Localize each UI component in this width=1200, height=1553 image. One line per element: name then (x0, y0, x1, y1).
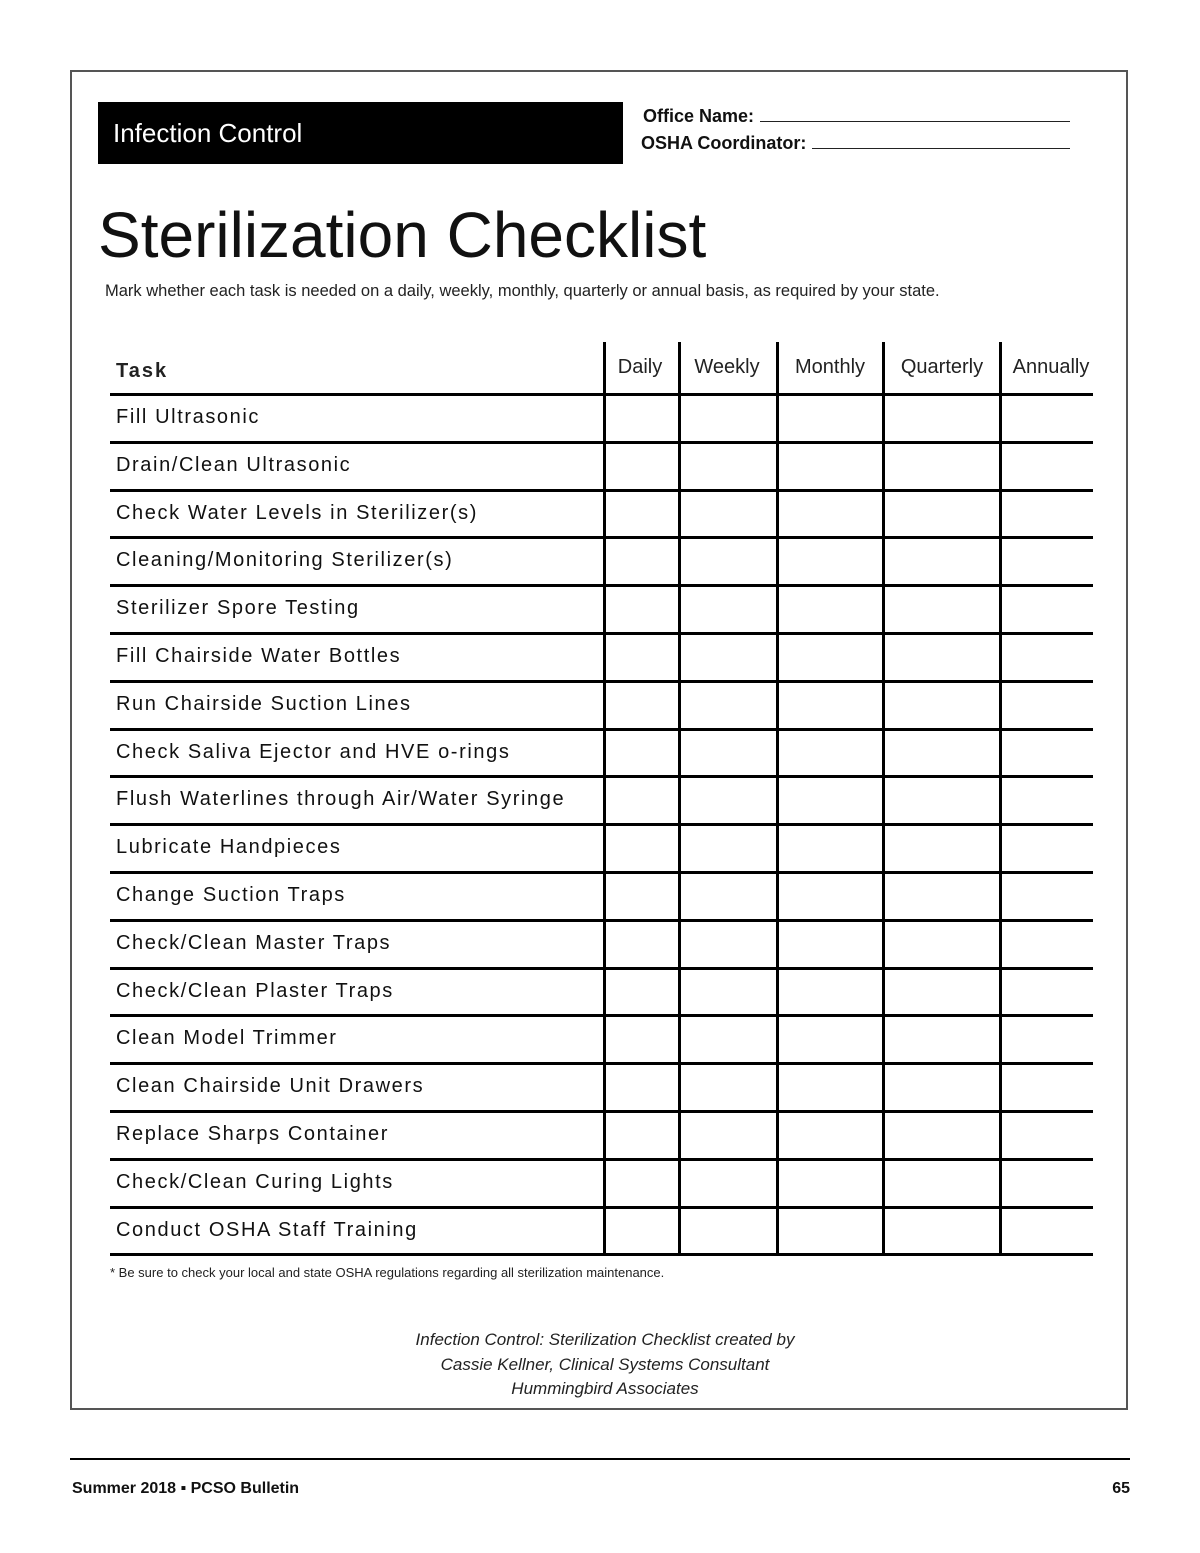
check-cell-monthly[interactable] (779, 970, 882, 1015)
check-cell-annually[interactable] (1002, 683, 1095, 728)
instructions: Mark whether each task is needed on a daily, weekly, monthly, quarterly or annual basis, as required by your state. (105, 282, 940, 300)
page-number: 65 (1112, 1480, 1130, 1497)
check-cell-weekly[interactable] (681, 731, 776, 776)
check-cell-quarterly[interactable] (885, 731, 999, 776)
check-cell-monthly[interactable] (779, 683, 882, 728)
task-label: Check/Clean Plaster Traps (116, 980, 394, 1002)
check-cell-weekly[interactable] (681, 444, 776, 489)
check-cell-daily[interactable] (606, 492, 678, 537)
check-cell-quarterly[interactable] (885, 922, 999, 967)
task-label: Clean Model Trimmer (116, 1027, 338, 1049)
check-cell-weekly[interactable] (681, 635, 776, 680)
check-cell-daily[interactable] (606, 1161, 678, 1206)
task-label: Conduct OSHA Staff Training (116, 1219, 418, 1241)
check-cell-weekly[interactable] (681, 683, 776, 728)
check-cell-annually[interactable] (1002, 444, 1095, 489)
check-cell-daily[interactable] (606, 1113, 678, 1158)
check-cell-quarterly[interactable] (885, 444, 999, 489)
office-name-blank[interactable] (760, 107, 1070, 122)
publication-info: Summer 2018 ▪ PCSO Bulletin (72, 1480, 300, 1497)
check-cell-quarterly[interactable] (885, 826, 999, 871)
check-cell-daily[interactable] (606, 1209, 678, 1254)
task-label: Fill Chairside Water Bottles (116, 645, 402, 667)
check-cell-quarterly[interactable] (885, 1209, 999, 1254)
task-label: Change Suction Traps (116, 884, 346, 906)
check-cell-annually[interactable] (1002, 492, 1095, 537)
check-cell-monthly[interactable] (779, 492, 882, 537)
task-label: Cleaning/Monitoring Sterilizer(s) (116, 549, 454, 571)
check-cell-daily[interactable] (606, 444, 678, 489)
check-cell-quarterly[interactable] (885, 539, 999, 584)
check-cell-annually[interactable] (1002, 874, 1095, 919)
check-cell-daily[interactable] (606, 539, 678, 584)
task-label: Lubricate Handpieces (116, 836, 342, 858)
check-cell-daily[interactable] (606, 635, 678, 680)
column-header-quarterly: Quarterly (900, 356, 984, 378)
check-cell-daily[interactable] (606, 922, 678, 967)
column-header-annually: Annually (1012, 356, 1090, 378)
osha-coordinator-field (641, 133, 1070, 154)
check-cell-weekly[interactable] (681, 778, 776, 823)
check-cell-annually[interactable] (1002, 970, 1095, 1015)
check-cell-quarterly[interactable] (885, 874, 999, 919)
check-cell-weekly[interactable] (681, 539, 776, 584)
task-label: Replace Sharps Container (116, 1123, 389, 1145)
check-cell-annually[interactable] (1002, 922, 1095, 967)
check-cell-annually[interactable] (1002, 731, 1095, 776)
check-cell-daily[interactable] (606, 874, 678, 919)
page-title: Sterilization Checklist (98, 199, 707, 271)
check-cell-weekly[interactable] (681, 922, 776, 967)
check-cell-annually[interactable] (1002, 539, 1095, 584)
credit-line-1: Infection Control: Sterilization Checklist created by (415, 1330, 795, 1349)
check-cell-daily[interactable] (606, 1017, 678, 1062)
check-cell-quarterly[interactable] (885, 970, 999, 1015)
check-cell-monthly[interactable] (779, 539, 882, 584)
check-cell-quarterly[interactable] (885, 1017, 999, 1062)
footer-rule (70, 1458, 1130, 1460)
check-cell-annually[interactable] (1002, 587, 1095, 632)
check-cell-daily[interactable] (606, 587, 678, 632)
check-cell-monthly[interactable] (779, 778, 882, 823)
check-cell-quarterly[interactable] (885, 587, 999, 632)
check-cell-monthly[interactable] (779, 1113, 882, 1158)
column-header-task: Task (116, 360, 169, 382)
task-label: Fill Ultrasonic (116, 406, 261, 428)
credit-line-2: Cassie Kellner, Clinical Systems Consultant (440, 1355, 770, 1374)
check-cell-monthly[interactable] (779, 874, 882, 919)
task-label: Flush Waterlines through Air/Water Syringe (116, 788, 566, 810)
task-label: Check Water Levels in Sterilizer(s) (116, 502, 479, 524)
check-cell-weekly[interactable] (681, 492, 776, 537)
check-cell-weekly[interactable] (681, 874, 776, 919)
check-cell-quarterly[interactable] (885, 492, 999, 537)
check-cell-quarterly[interactable] (885, 396, 999, 441)
check-cell-annually[interactable] (1002, 778, 1095, 823)
check-cell-monthly[interactable] (779, 922, 882, 967)
check-cell-weekly[interactable] (681, 970, 776, 1015)
osha-coordinator-blank[interactable] (812, 134, 1070, 149)
column-header-daily: Daily (617, 356, 663, 378)
check-cell-weekly[interactable] (681, 1065, 776, 1110)
check-cell-monthly[interactable] (779, 396, 882, 441)
check-cell-monthly[interactable] (779, 444, 882, 489)
check-cell-daily[interactable] (606, 683, 678, 728)
check-cell-annually[interactable] (1002, 635, 1095, 680)
check-cell-daily[interactable] (606, 778, 678, 823)
check-cell-quarterly[interactable] (885, 1161, 999, 1206)
column-header-monthly: Monthly (794, 356, 866, 378)
check-cell-weekly[interactable] (681, 1017, 776, 1062)
check-cell-annually[interactable] (1002, 1161, 1095, 1206)
task-label: Sterilizer Spore Testing (116, 597, 360, 619)
office-name-label: Office Name: (643, 106, 755, 126)
office-name-field (643, 106, 1070, 127)
check-cell-daily[interactable] (606, 731, 678, 776)
check-cell-weekly[interactable] (681, 1209, 776, 1254)
section-banner: Infection Control (98, 102, 623, 164)
check-cell-annually[interactable] (1002, 1113, 1095, 1158)
check-cell-daily[interactable] (606, 826, 678, 871)
check-cell-annually[interactable] (1002, 1017, 1095, 1062)
check-cell-quarterly[interactable] (885, 1065, 999, 1110)
footnote: * Be sure to check your local and state OSHA regulations regarding all sterilization maintenance. (110, 1265, 665, 1280)
check-cell-weekly[interactable] (681, 587, 776, 632)
check-cell-monthly[interactable] (779, 587, 882, 632)
check-cell-quarterly[interactable] (885, 1113, 999, 1158)
check-cell-monthly[interactable] (779, 1161, 882, 1206)
check-cell-quarterly[interactable] (885, 778, 999, 823)
check-cell-weekly[interactable] (681, 1113, 776, 1158)
check-cell-daily[interactable] (606, 1065, 678, 1110)
check-cell-weekly[interactable] (681, 1161, 776, 1206)
task-label: Check Saliva Ejector and HVE o-rings (116, 741, 511, 763)
osha-coordinator-label: OSHA Coordinator: (641, 133, 807, 153)
check-cell-daily[interactable] (606, 970, 678, 1015)
check-cell-annually[interactable] (1002, 1065, 1095, 1110)
check-cell-monthly[interactable] (779, 731, 882, 776)
check-cell-annually[interactable] (1002, 826, 1095, 871)
check-cell-monthly[interactable] (779, 635, 882, 680)
check-cell-weekly[interactable] (681, 826, 776, 871)
task-label: Check/Clean Master Traps (116, 932, 392, 954)
column-header-weekly: Weekly (694, 356, 760, 378)
task-label: Drain/Clean Ultrasonic (116, 454, 352, 476)
check-cell-weekly[interactable] (681, 396, 776, 441)
task-label: Check/Clean Curing Lights (116, 1171, 394, 1193)
check-cell-monthly[interactable] (779, 826, 882, 871)
check-cell-monthly[interactable] (779, 1017, 882, 1062)
check-cell-annually[interactable] (1002, 1209, 1095, 1254)
check-cell-quarterly[interactable] (885, 635, 999, 680)
check-cell-daily[interactable] (606, 396, 678, 441)
task-label: Run Chairside Suction Lines (116, 693, 412, 715)
check-cell-quarterly[interactable] (885, 683, 999, 728)
check-cell-annually[interactable] (1002, 396, 1095, 441)
check-cell-monthly[interactable] (779, 1065, 882, 1110)
task-label: Clean Chairside Unit Drawers (116, 1075, 425, 1097)
credit-line-3: Hummingbird Associates (511, 1379, 699, 1398)
check-cell-monthly[interactable] (779, 1209, 882, 1254)
